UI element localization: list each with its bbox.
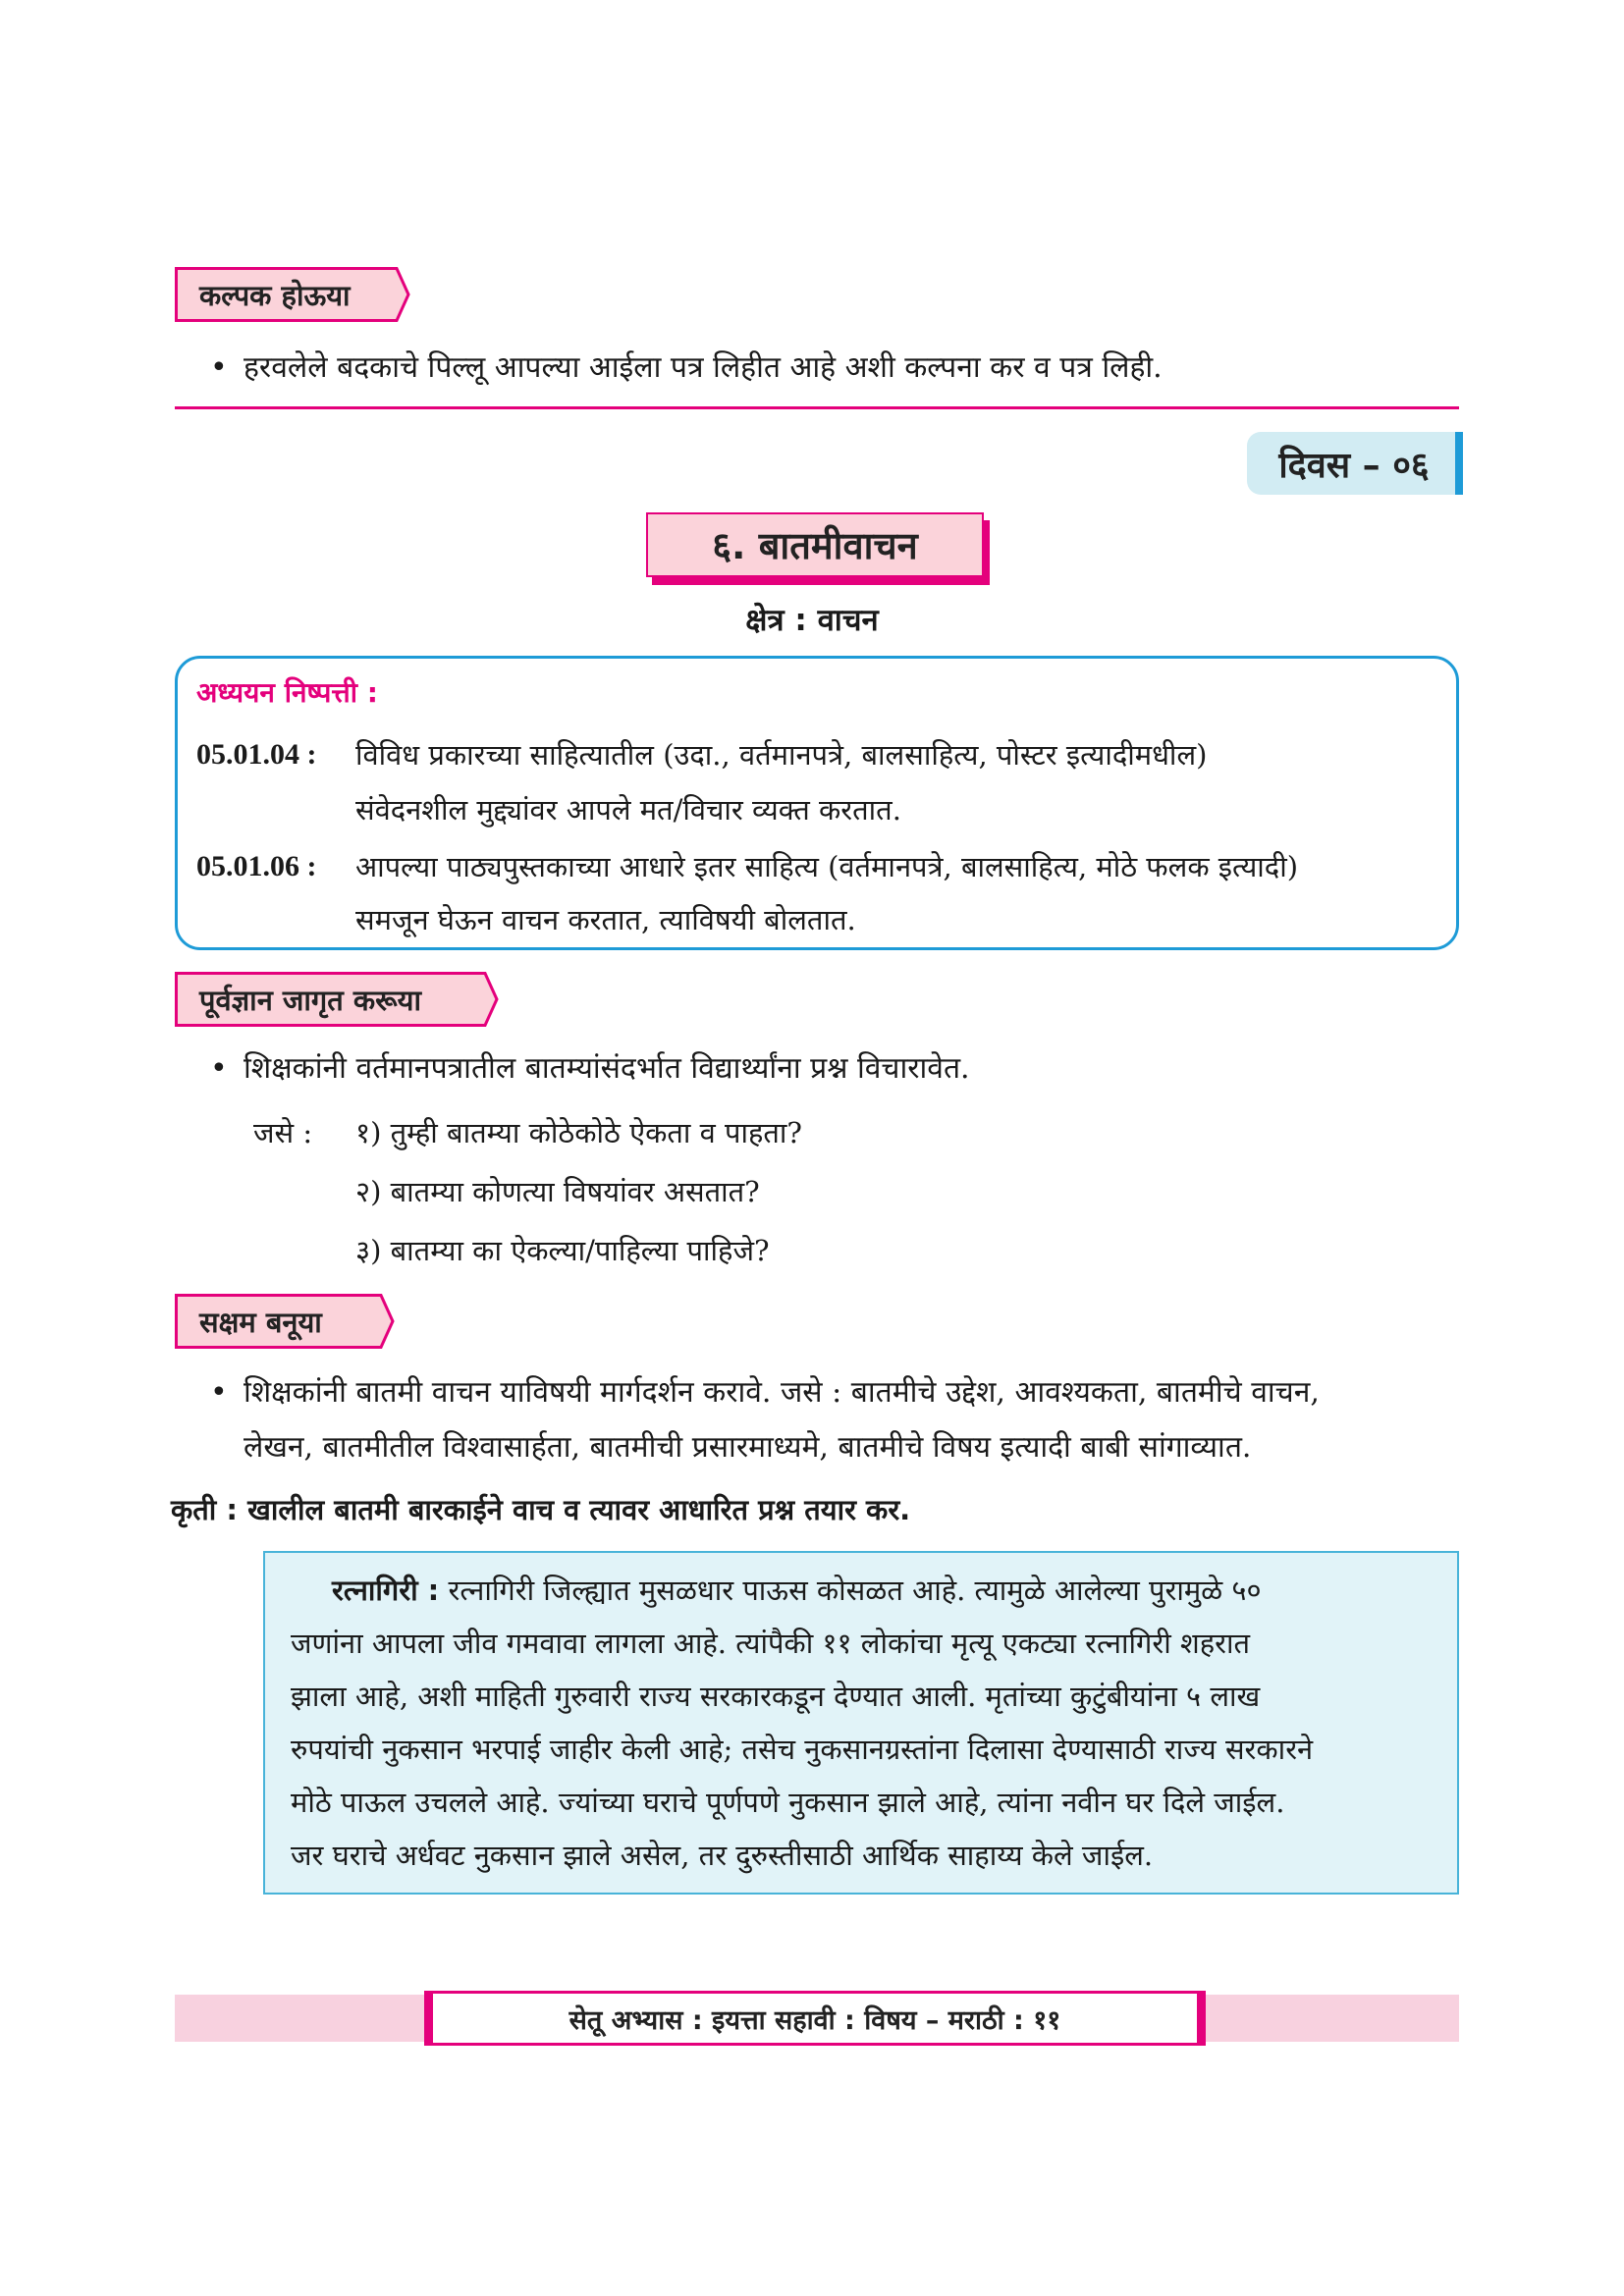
section-tag-capable — [175, 1294, 395, 1349]
news-line: मोठे पाऊल उचलले आहे. ज्यांच्या घराचे पूर्णपणे नुकसान झाले आहे, त्यांना नवीन घर दिले जाईल. — [291, 1786, 1285, 1819]
creative-bullet — [210, 346, 1163, 391]
example-label: जसे : — [253, 1116, 313, 1149]
section-tag-creative-label: कल्पक होऊया — [175, 267, 383, 322]
section-tag-prior-knowledge — [175, 972, 499, 1027]
outcome-text-line: विविध प्रकारच्या साहित्यातील (उदा., वर्तमानपत्रे, बालसाहित्य, पोस्टर इत्यादीमधील) — [355, 738, 1208, 772]
question-item: ३) बातम्या का ऐकल्या/पाहिल्या पाहिजे? — [355, 1234, 770, 1267]
question-item: १) तुम्ही बातम्या कोठेकोठे ऐकता व पाहता? — [355, 1116, 802, 1149]
day-badge: दिवस – ०६ — [1247, 432, 1461, 495]
news-line: झाला आहे, अशी माहिती गुरुवारी राज्य सरकारकडून देण्यात आली. मृतांच्या कुटुंबीयांना ५ लाख — [291, 1680, 1261, 1713]
news-line: रुपयांची नुकसान भरपाई जाहीर केली आहे; तसेच नुकसानग्रस्तांना दिलासा देण्यासाठी राज्य सरकारने — [291, 1733, 1314, 1766]
section-tag-capable-label: सक्षम बनूया — [175, 1294, 367, 1349]
field-label: क्षेत्र : वाचन — [745, 603, 879, 638]
section-tag-creative — [175, 267, 410, 322]
news-line: जणांना आपला जीव गमवावा लागला आहे. त्यांपैकी ११ लोकांचा मृत्यू एकट्या रत्नागिरी शहरात — [291, 1627, 1250, 1660]
outcome-code: 05.01.06 : — [196, 850, 317, 882]
question-item: २) बातम्या कोणत्या विषयांवर असतात? — [355, 1175, 760, 1208]
tag-arrow-icon — [382, 267, 411, 322]
outcome-code: 05.01.04 : — [196, 738, 317, 771]
news-line: जर घराचे अर्धवट नुकसान झाले असेल, तर दुरुस्तीसाठी आर्थिक साहाय्य केले जाईल. — [291, 1839, 1154, 1872]
day-badge-bar — [1455, 432, 1463, 495]
news-line — [332, 1571, 1262, 1609]
capable-bullet-line2: लेखन, बातमीतील विश्वासार्हता, बातमीची प्रसारमाध्यमे, बातमीचे विषय इत्यादी बाबी सांगाव्यात. — [244, 1430, 1252, 1465]
news-place: रत्नागिरी : — [332, 1574, 440, 1607]
outcome-text-line: आपल्या पाठ्यपुस्तकाच्या आधारे इतर साहित्य (वर्तमानपत्रे, बालसाहित्य, मोठे फलक इत्यादी) — [355, 850, 1299, 883]
prior-bullet-text: शिक्षकांनी वर्तमानपत्रातील बातम्यांसंदर्भात विद्यार्थ्यांना प्रश्न विचारावेत. — [244, 1051, 970, 1086]
tag-arrow-icon — [366, 1294, 396, 1349]
capable-bullet-text: शिक्षकांनी बातमी वाचन याविषयी मार्गदर्शन करावे. जसे : बातमीचे उद्देश, आवश्यकता, बातमीचे वाचन, — [244, 1375, 1320, 1410]
prior-bullet — [210, 1046, 970, 1092]
lesson-title: ६. बातमीवाचन — [646, 512, 984, 577]
creative-bullet-text: हरवलेले बदकाचे पिल्लू आपल्या आईला पत्र लिहीत आहे अशी कल्पना कर व पत्र लिही. — [244, 350, 1163, 385]
learning-outcomes-title: अध्ययन निष्पत्ती : — [196, 676, 378, 709]
bullet-dot-icon: • — [210, 350, 228, 385]
outcome-text-line: समजून घेऊन वाचन करतात, त्याविषयी बोलतात. — [355, 903, 856, 936]
section-tag-prior-label: पूर्वज्ञान जागृत करूया — [175, 972, 471, 1027]
tag-arrow-icon — [470, 972, 500, 1027]
outcome-text-line: संवेदनशील मुद्द्यांवर आपले मत/विचार व्यक्त करतात. — [355, 793, 901, 827]
capable-bullet — [210, 1370, 1320, 1415]
section-divider — [175, 406, 1459, 409]
footer-label: सेतू अभ्यास : इयत्ता सहावी : विषय – मराठी : ११ — [424, 1991, 1206, 2046]
bullet-dot-icon: • — [210, 1051, 228, 1086]
news-text: रत्नागिरी जिल्ह्यात मुसळधार पाऊस कोसळत आहे. त्यामुळे आलेल्या पुरामुळे ५० — [448, 1574, 1262, 1607]
activity-instruction: कृती : खालील बातमी बारकाईने वाच व त्यावर आधारित प्रश्न तयार कर. — [171, 1493, 911, 1526]
bullet-dot-icon: • — [210, 1375, 228, 1410]
